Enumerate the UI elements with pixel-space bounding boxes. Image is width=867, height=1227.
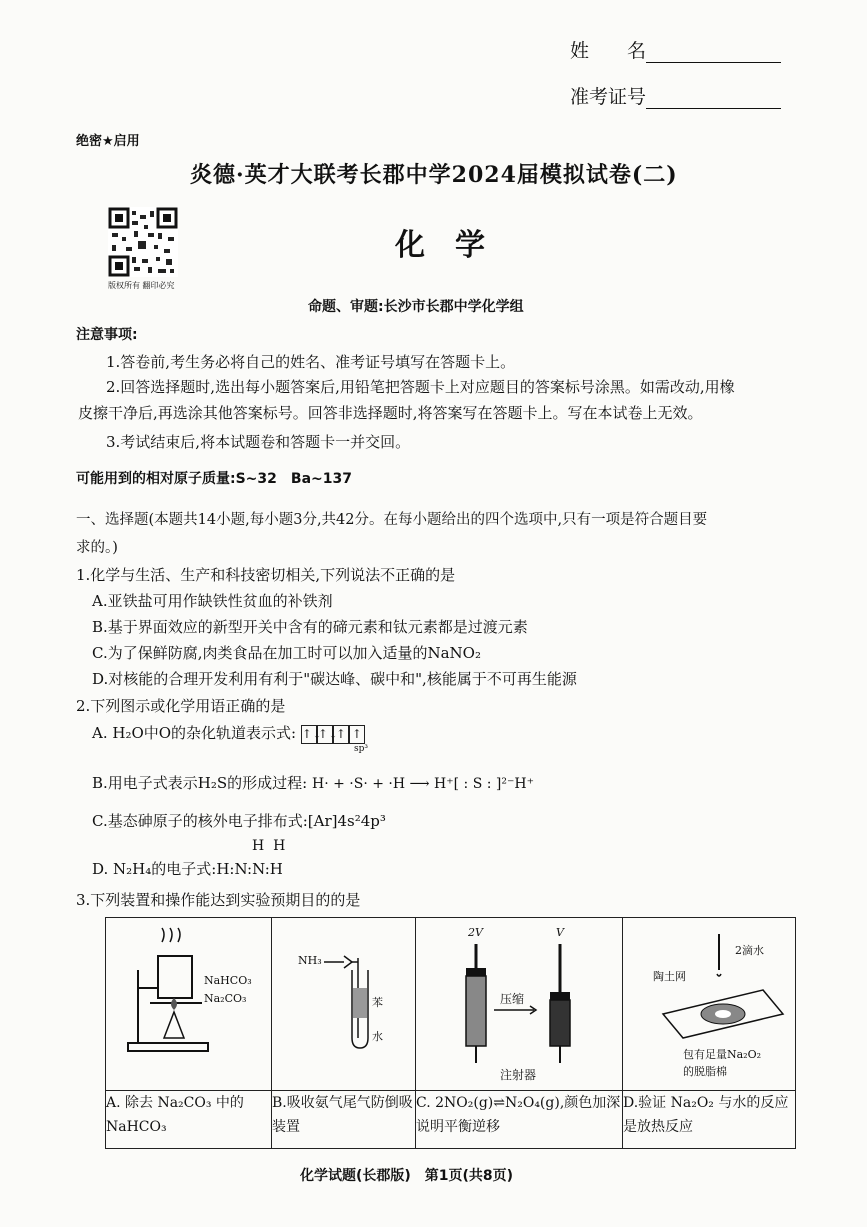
q3-option-b: B.吸收氨气尾气防倒吸装置 bbox=[272, 1091, 416, 1149]
q2-option-b bbox=[92, 772, 534, 793]
subject-title: 化 学 bbox=[395, 228, 485, 263]
orbital-box-1: ↑↓ bbox=[301, 725, 317, 744]
q3-option-d: D.验证 Na₂O₂ 与水的反应是放热反应 bbox=[623, 1091, 796, 1149]
id-field bbox=[570, 82, 781, 109]
q2-option-b-text: B.用电子式表示H₂S的形成过程: bbox=[92, 774, 308, 792]
note-item-1: 1.答卷前,考生务必将自己的姓名、准考证号填写在答题卡上。 bbox=[106, 353, 516, 371]
label-nahco3: NaHCO₃ bbox=[204, 974, 252, 987]
q3-option-a: A. 除去 Na₂CO₃ 中的 NaHCO₃ bbox=[106, 1091, 272, 1149]
exam-title: 炎德·英才大联考长郡中学2024届模拟试卷(二) bbox=[190, 162, 678, 188]
figure-a bbox=[106, 918, 272, 1091]
q2-stem: 2.下列图示或化学用语正确的是 bbox=[76, 697, 286, 715]
label-na2co3: Na₂CO₃ bbox=[204, 992, 247, 1005]
note-item-2: 2.回答选择题时,选出每小题答案后,用铅笔把答题卡上对应题目的答案标号涂黑。如需改动,用橡 bbox=[106, 378, 735, 396]
atomic-mass-line: 可能用到的相对原子质量:S~32 Ba~137 bbox=[76, 471, 352, 487]
secret-mark: 绝密★启用 bbox=[76, 134, 140, 149]
h2s-formation-formula: H· + ·S· + ·H ⟶ H⁺[ : S : ]²⁻H⁺ bbox=[312, 776, 534, 792]
figure-d bbox=[623, 918, 796, 1091]
q3-option-c: C. 2NO₂(g)⇌N₂O₄(g),颜色加深说明平衡逆移 bbox=[416, 1091, 623, 1149]
q2-option-d-text: D. N₂H₄的电子式: bbox=[92, 860, 217, 878]
qr-code bbox=[108, 207, 178, 277]
notes-heading: 注意事项: bbox=[76, 327, 138, 343]
label-compress: 压缩 bbox=[500, 992, 525, 1006]
q1-option-b: B.基于界面效应的新型开关中含有的碲元素和钛元素都是过渡元素 bbox=[92, 618, 528, 636]
label-2v: 2V bbox=[468, 926, 483, 939]
id-label: 准考证号 bbox=[570, 86, 647, 108]
page-footer: 化学试题(长郡版) 第1页(共8页) bbox=[300, 1168, 514, 1184]
q1-stem: 1.化学与生活、生产和科技密切相关,下列说法不正确的是 bbox=[76, 566, 456, 584]
name-label: 姓 名 bbox=[570, 40, 647, 62]
label-clay-mesh: 陶土网 bbox=[653, 970, 686, 983]
name-field bbox=[570, 36, 781, 63]
authors-line: 命题、审题:长沙市长郡中学化学组 bbox=[308, 299, 524, 315]
q2-option-c: C.基态砷原子的核外电子排布式:[Ar]4s²4p³ bbox=[92, 812, 386, 830]
q3-stem: 3.下列装置和操作能达到实验预期目的的是 bbox=[76, 891, 361, 909]
orbital-box-4: ↑ bbox=[349, 725, 365, 744]
section-heading: 一、选择题(本题共14小题,每小题3分,共42分。在每小题给出的四个选项中,只有一项是符合题目要 bbox=[76, 512, 708, 528]
q1-option-c: C.为了保鲜防腐,肉类食品在加工时可以加入适量的NaNO₂ bbox=[92, 644, 481, 662]
sp3-label: sp³ bbox=[354, 744, 368, 754]
n2h4-electron-formula: H:N:N:H bbox=[216, 860, 283, 878]
section-heading-cont: 求的。) bbox=[76, 540, 118, 556]
label-v: V bbox=[556, 926, 564, 939]
orbital-box-3: ↑ bbox=[333, 725, 349, 744]
note-item-2-cont: 皮擦干净后,再选涂其他答案标号。回答非选择题时,将答案写在答题卡上。写在本试卷上无效。 bbox=[78, 404, 703, 422]
n2h4-top-h: H H bbox=[252, 838, 286, 854]
label-cotton: 的脱脂棉 bbox=[683, 1065, 727, 1078]
q1-option-d: D.对核能的合理开发利用有利于"碳达峰、碳中和",核能属于不可再生能源 bbox=[92, 670, 577, 688]
figure-b bbox=[272, 918, 416, 1091]
q1-option-a: A.亚铁盐可用作缺铁性贫血的补铁剂 bbox=[92, 592, 333, 610]
id-blank bbox=[646, 86, 781, 109]
label-nh3: NH₃ bbox=[298, 954, 322, 967]
label-2-drops: 2滴水 bbox=[735, 944, 764, 957]
figure-c bbox=[416, 918, 623, 1091]
label-benzene: 苯 bbox=[372, 996, 383, 1009]
orbital-box-2: ↑↓ bbox=[317, 725, 333, 744]
q2-option-a-text: A. H₂O中O的杂化轨道表示式: bbox=[92, 724, 297, 742]
apparatus-table bbox=[105, 917, 796, 1149]
name-blank bbox=[646, 40, 781, 63]
q2-option-d bbox=[92, 858, 283, 879]
qr-caption: 版权所有 翻印必究 bbox=[108, 281, 175, 290]
label-water: 水 bbox=[372, 1030, 383, 1043]
q2-option-a bbox=[92, 722, 365, 744]
label-syringe: 注射器 bbox=[500, 1068, 537, 1082]
label-na2o2: 包有足量Na₂O₂ bbox=[683, 1048, 762, 1061]
note-item-3: 3.考试结束后,将本试题卷和答题卡一并交回。 bbox=[106, 433, 411, 451]
